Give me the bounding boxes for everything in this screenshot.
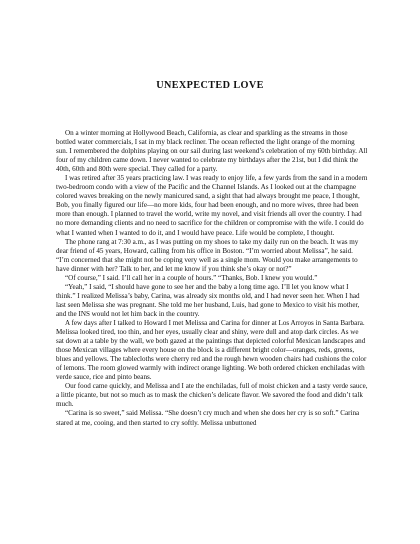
paragraph: “Carina is so sweet,” said Melissa. “She doesn’t cry much and when she does her cry is so soft.” Carina stared at me, cooing, and then started to cry softly. Melissa unbuttoned [56,409,360,427]
paragraph: Our food came quickly, and Melissa and I ate the enchiladas, full of moist chicken and a tasty verde sauce, a little picante, but not so much as to mask the chicken’s delicate flavor. We savored the food and didn’t talk much. [56,382,368,409]
paragraph: The phone rang at 7:30 a.m., as I was putting on my shoes to take my daily run on the beach. It was my dear friend of 45 years, Howard, calling from his office in Boston. “I’m worried about Melissa”, he said. “I’m concerned that she might not be coping very well as a single mom. Would you make arrangements to have dinner with her? Talk to her, and let me know if you think she’s okay or not?” [56,237,359,273]
paragraph: On a winter morning at Hollywood Beach, California, as clear and sparkling as the streams in those bottled water commercials, I sat in my black recliner. The ocean reflected the light orange of the morning sun. I remembered the dolphins playing on our sail during last weekend’s celebration of my 60th birthday. All four of my children came down. I never wanted to celebrate my birthdays after the 21st, but I did think the 40th, 60th and 80th were special. They called for a party. [56,129,368,174]
story-title: UNEXPECTED LOVE [156,80,264,91]
paragraph: I was retired after 35 years practicing law. I was ready to enjoy life, a few yards from the sand in a modern two-bedroom condo with a view of the Pacific and the Channel Islands. As I looked out at the champagne colored waves breaking on the newly manicured sand, a sight that had always brought me peace, I thought, Bob, you finally figured our life—no more kids, four had been enough, and no more wives, three had been more than enough. I planned to travel the world, write my novel, and visit friends all over the country. I had no more demanding clients and no need to sacrifice for the children or compromise with the wife. I could do what I wanted when I wanted to do it, and I would have peace. Life would be complete, I thought. [56,174,368,237]
story-body [56,129,368,428]
paragraph: “Yeah,” I said, “I should have gone to see her and the baby a long time ago. I’ll let you know what I think.” I realized Melissa’s baby, Carina, was already six months old, and I had never seen her. When I had last seen Melissa she was pregnant. She told me her husband, Luis, had gone to Mexico to visit his mother, and the INS would not let him back in the country. [56,282,360,318]
paragraph: “Of course,” I said. I’ll call her in a couple of hours.” “Thanks, Bob. I knew you would.” [65,273,318,282]
paragraph: A few days after I talked to Howard I met Melissa and Carina for dinner at Los Arroyos in Santa Barbara. Melissa looked tired, too thin, and her eyes, usually clear and shiny, were dull and atop dark circles. As we sat down at a table by the wall, we both gazed at the paintings that depicted colorful Mexican landscapes and those Mexican villages where every house on the block is a different bright color—oranges, reds, greens, blues and yellows. The tablecloths were cherry red and the rough hewn wooden chairs had cushions the color of lemons. The room glowed warmly with indirect orange lighting. We both ordered chicken enchiladas with verde sauce, rice and pinto beans. [56,318,367,382]
